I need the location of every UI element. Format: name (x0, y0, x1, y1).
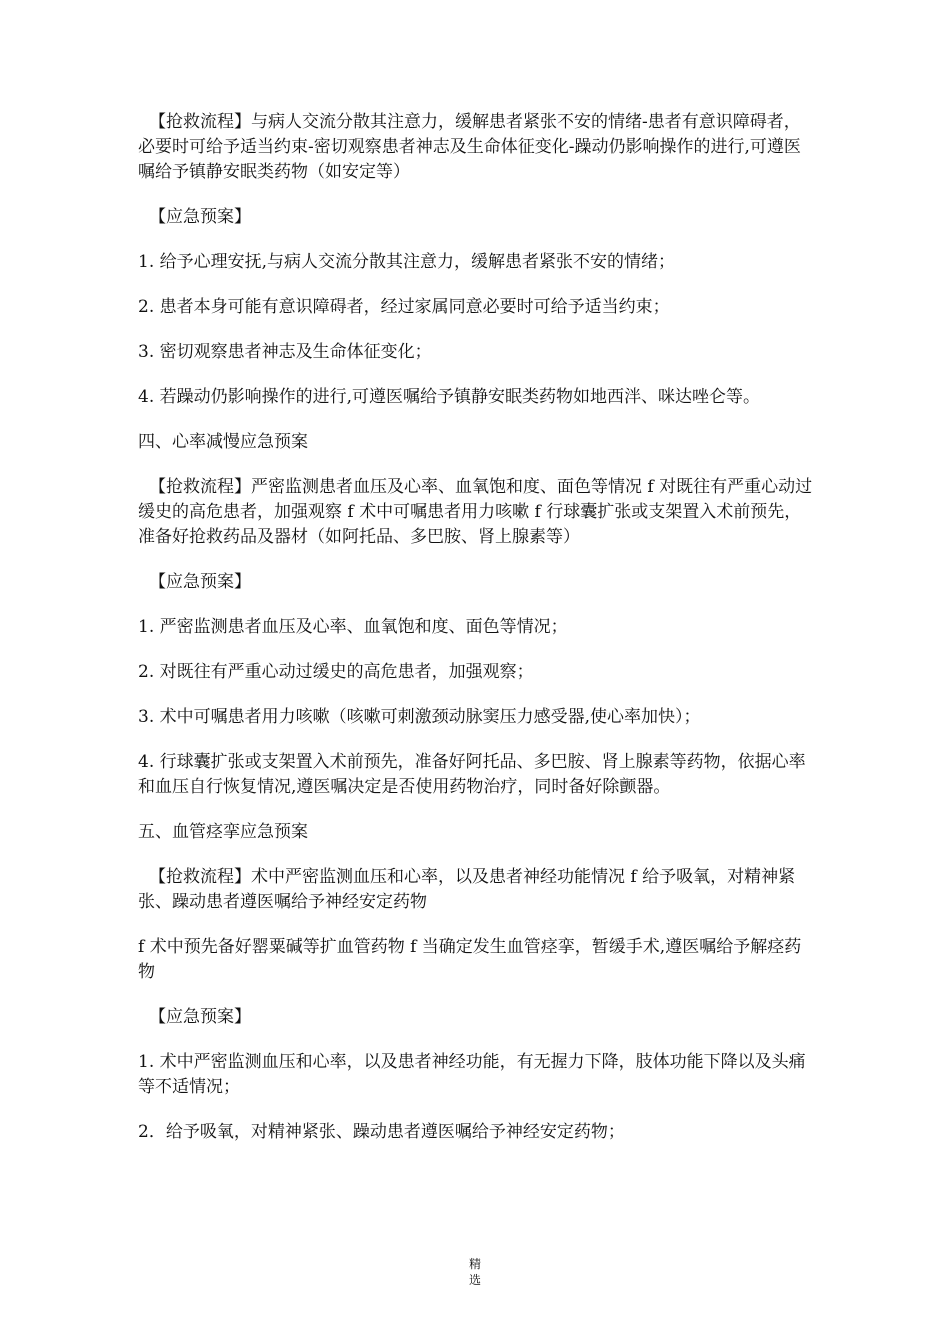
rescue-process-paragraph: 【抢救流程】严密监测患者血压及心率、血氧饱和度、面色等情况 f 对既往有严重心动过缓史的高危患者，加强观察 f 术中可嘱患者用力咳嗽 f 行球囊扩张或支架置入术前预先，准备好抢救药品及器材（如阿托品、多巴胺、肾上腺素等） (138, 477, 813, 547)
list-item: 4. 行球囊扩张或支架置入术前预先，准备好阿托品、多巴胺、肾上腺素等药物，依据心率和血压自行恢复情况,遵医嘱决定是否使用药物治疗，同时备好除颤器。 (138, 752, 806, 797)
list-item: 2. 对既往有严重心动过缓史的高危患者，加强观察； (138, 662, 534, 682)
list-item: 1. 术中严密监测血压和心率，以及患者神经功能，有无握力下降，肢体功能下降以及头痛等不适情况； (138, 1052, 806, 1097)
section-heading-emergency-plan: 【应急预案】 (149, 572, 251, 592)
list-item: 2. 患者本身可能有意识障碍者，经过家属同意必要时可给予适当约束； (138, 297, 670, 317)
list-item: 1. 给予心理安抚,与病人交流分散其注意力，缓解患者紧张不安的情绪； (138, 252, 676, 272)
document-body (138, 110, 814, 1165)
section-heading-emergency-plan: 【应急预案】 (149, 207, 251, 227)
list-item: 3. 密切观察患者神志及生命体征变化； (138, 342, 432, 362)
rescue-process-paragraph: 【抢救流程】与病人交流分散其注意力，缓解患者紧张不安的情绪-患者有意识障碍者，必要时可给予适当约束-密切观察患者神志及生命体征变化-躁动仍影响操作的进行,可遵医嘱给予镇静安眠类药物（如安定等） (138, 112, 801, 182)
list-item: 1. 严密监测患者血压及心率、血氧饱和度、面色等情况； (138, 617, 568, 637)
section-title: 五、血管痉挛应急预案 (138, 822, 308, 842)
list-item: 2．给予吸氧，对精神紧张、躁动患者遵医嘱给予神经安定药物； (138, 1122, 625, 1142)
rescue-process-continuation: f 术中预先备好罂粟碱等扩血管药物 f 当确定发生血管痉挛，暂缓手术,遵医嘱给予解痉药物 (138, 937, 802, 982)
list-item: 4. 若躁动仍影响操作的进行,可遵医嘱给予镇静安眠类药物如地西泮、咪达唑仑等。 (138, 387, 761, 407)
page-footer (0, 1256, 950, 1288)
section-heading-emergency-plan: 【应急预案】 (149, 1007, 251, 1027)
rescue-process-paragraph: 【抢救流程】术中严密监测血压和心率，以及患者神经功能情况 f 给予吸氧，对精神紧张、躁动患者遵医嘱给予神经安定药物 (138, 867, 796, 912)
footer-text-line-1: 精 (468, 1257, 481, 1271)
footer-text-line-2: 选 (468, 1273, 481, 1287)
list-item: 3. 术中可嘱患者用力咳嗽（咳嗽可刺激颈动脉窦压力感受器,使心率加快）； (138, 707, 701, 727)
section-title: 四、心率减慢应急预案 (138, 432, 308, 452)
